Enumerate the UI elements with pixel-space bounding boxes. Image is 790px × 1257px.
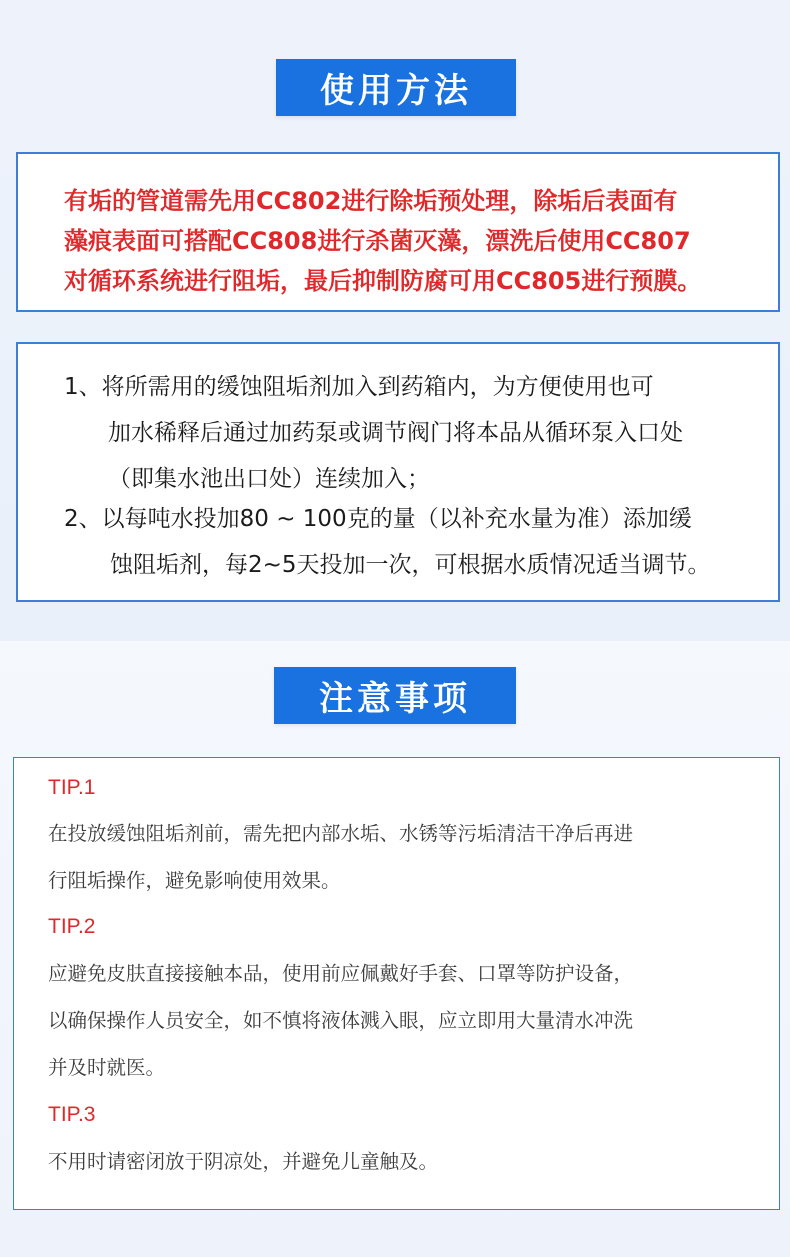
step-line: 1、将所需用的缓蚀阻垢剂加入到药箱内，为方便使用也可 xyxy=(64,374,654,400)
tip-body xyxy=(48,810,758,904)
intro-line: 藻痕表面可搭配CC808进行杀菌灭藻，漂洗后使用CC807 xyxy=(64,227,691,255)
tip-line: 在投放缓蚀阻垢剂前，需先把内部水垢、水锈等污垢清洁干净后再进 xyxy=(48,822,634,845)
intro-text xyxy=(64,181,744,301)
tip-line: 以确保操作人员安全，如不慎将液体溅入眼，应立即用大量清水冲洗 xyxy=(48,1009,634,1032)
tip-body xyxy=(48,950,758,1091)
tip-line: 并及时就医。 xyxy=(48,1056,166,1079)
intro-box xyxy=(16,152,780,312)
notes-section xyxy=(0,641,790,1257)
usage-heading: 使用方法 xyxy=(276,59,516,116)
tip-label: TIP.1 xyxy=(48,776,96,799)
tip-label: TIP.2 xyxy=(48,915,96,938)
step-line: （即集水池出口处）连续加入； xyxy=(108,466,430,492)
tip-line: 不用时请密闭放于阴凉处，并避免儿童触及。 xyxy=(48,1150,439,1173)
step-line: 2、以每吨水投加80 ~ 100克的量（以补充水量为准）添加缓 xyxy=(64,506,692,532)
intro-line: 有垢的管道需先用CC802进行除垢预处理，除垢后表面有 xyxy=(64,187,678,215)
steps-box xyxy=(16,342,780,602)
tip-line: 行阻垢操作，避免影响使用效果。 xyxy=(48,869,341,892)
step-item xyxy=(64,364,683,502)
tip-body xyxy=(48,1138,758,1185)
notes-box xyxy=(13,757,780,1210)
tip-line: 应避免皮肤直接接触本品，使用前应佩戴好手套、口罩等防护设备， xyxy=(48,962,634,985)
step-line: 加水稀释后通过加药泵或调节阀门将本品从循环泵入口处 xyxy=(108,420,683,446)
step-line: 蚀阻垢剂，每2~5天投加一次，可根据水质情况适当调节。 xyxy=(110,552,711,578)
notes-heading: 注意事项 xyxy=(274,667,516,724)
intro-line: 对循环系统进行阻垢，最后抑制防腐可用CC805进行预膜。 xyxy=(64,267,702,295)
tip-label: TIP.3 xyxy=(48,1103,96,1126)
step-item xyxy=(64,496,711,588)
